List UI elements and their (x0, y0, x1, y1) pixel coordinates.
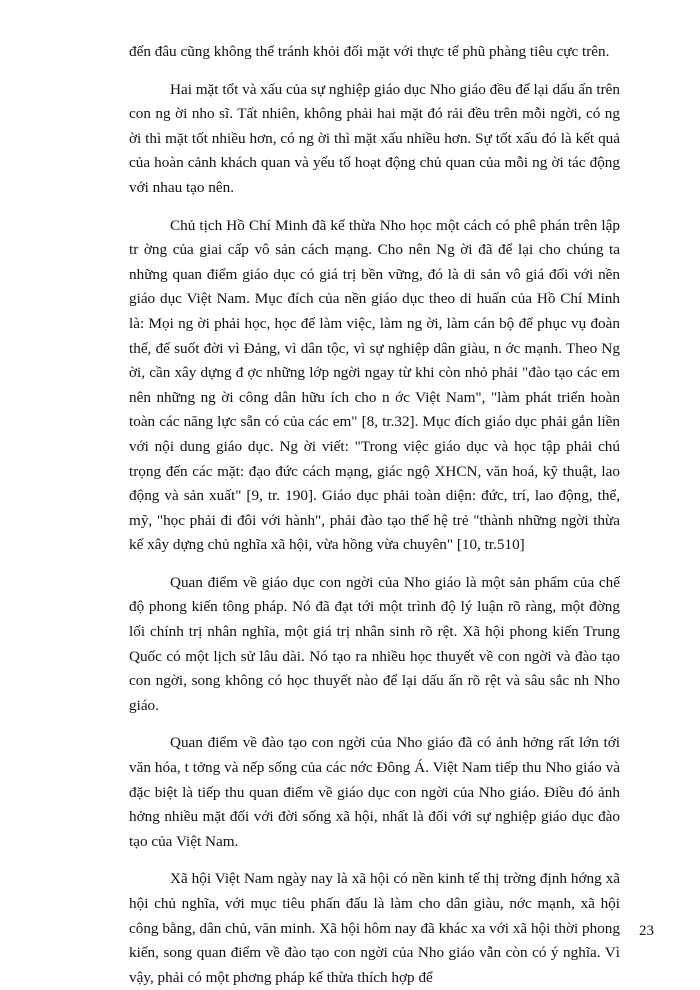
paragraph-6: Xã hội Việt Nam ngày nay là xã hội có nền kinh tế thị trờng định hớng xã hội chủ nghĩa, với mục tiêu phấn đấu là làm cho dân giàu, nớc mạnh, xã hội công bằng, dân chủ, văn minh. Xã hội hôm nay đã khác xa với xã hội thời phong kiến, song quan điểm về đào tạo con ngời của Nho giáo vẫn còn có ý nghĩa. Vì vậy, phải có một phơng pháp kế thừa thích hợp để (129, 870, 620, 986)
paragraph-1: đến đâu cũng không thể tránh khỏi đối mặt với thực tế phũ phàng tiêu cực trên. (129, 43, 610, 60)
paragraph-4: Quan điểm về giáo dục con ngời của Nho giáo là một sản phẩm của chế độ phong kiến tông pháp. Nó đã đạt tới một trình độ lý luận rõ ràng, một đờng lối chính trị nhân nghĩa, một giá trị nhân sinh rõ rệt. Xã hội phong kiến Trung Quốc có một lịch sử lâu dài. Nó tạo ra nhiều học thuyết về con ngời và đào tạo con ngời, song không có học thuyết nào để lại dấu ấn rõ rệt và sâu sắc nh Nho giáo. (129, 573, 620, 714)
page-number: 23 (639, 923, 654, 939)
paragraph-3: Chủ tịch Hồ Chí Minh đã kế thừa Nho học một cách có phê phán trên lập tr ờng của giai cấp vô sản cách mạng. Cho nên Ng ời đã để lại cho chúng ta những quan điểm giáo dục có giá trị bền vững, đó là di sản vô giá đối với nền giáo dục Việt Nam. Mục đích của nền giáo dục theo di huấn của Hồ Chí Minh là: Mọi ng ời phải học, học để làm việc, làm ng ời, làm cán bộ để phục vụ đoàn thể, để suốt đời vì Đảng, vì dân tộc, vì sự nghiệp dân giàu, n ớc mạnh. Theo Ng ời, cần xây dựng đ ợc những lớp ngời ngay từ khi còn nhỏ phải "đào tạo các em nên những ng ời công dân hữu ích cho n ớc Việt Nam", "làm phát triển hoàn toàn các năng lực sẵn có của các em" [8, tr.32]. Mục đích giáo dục phải gắn liền với nội dung giáo dục. Ng ời viết: "Trong việc giáo dục và học tập phải chú trọng đến các mặt: đạo đức cách mạng, giác ngộ XHCN, văn hoá, kỹ thuật, lao động và sản xuất" [9, tr. 190]. Giáo dục phải toàn diện: đức, trí, lao động, thể, mỹ, "học phải đi đôi với hành", phải đào tạo thế hệ trẻ "thành những ngời thừa kế xây dựng chủ nghĩa xã hội, vừa hồng vừa chuyên" [10, tr.510] (129, 216, 620, 554)
paragraph-5: Quan điểm về đào tạo con ngời của Nho giáo đã có ảnh hởng rất lớn tới văn hóa, t tởng và nếp sống của các nớc Đông Á. Việt Nam tiếp thu Nho giáo và đặc biệt là tiếp thu quan điểm về giáo dục con ngời của Nho giáo. Điều đó ảnh hởng nhiều mặt đối với đời sống xã hội, nhất là đối với sự nghiệp giáo dục đào tạo của Việt Nam. (129, 734, 620, 850)
paragraph-2: Hai mặt tốt và xấu của sự nghiệp giáo dục Nho giáo đều để lại dấu ấn trên con ng ời nho sĩ. Tất nhiên, không phải hai mặt đó rải đều trên mỗi ngời, có ng ời thì mặt tốt nhiều hơn, có ng ời thì mặt xấu nhiều hơn. Sự tốt xấu đó là kết quả của hoàn cảnh khách quan và yếu tố hoạt động chủ quan của mỗi ng ời tác động với nhau tạo nên. (129, 80, 620, 196)
